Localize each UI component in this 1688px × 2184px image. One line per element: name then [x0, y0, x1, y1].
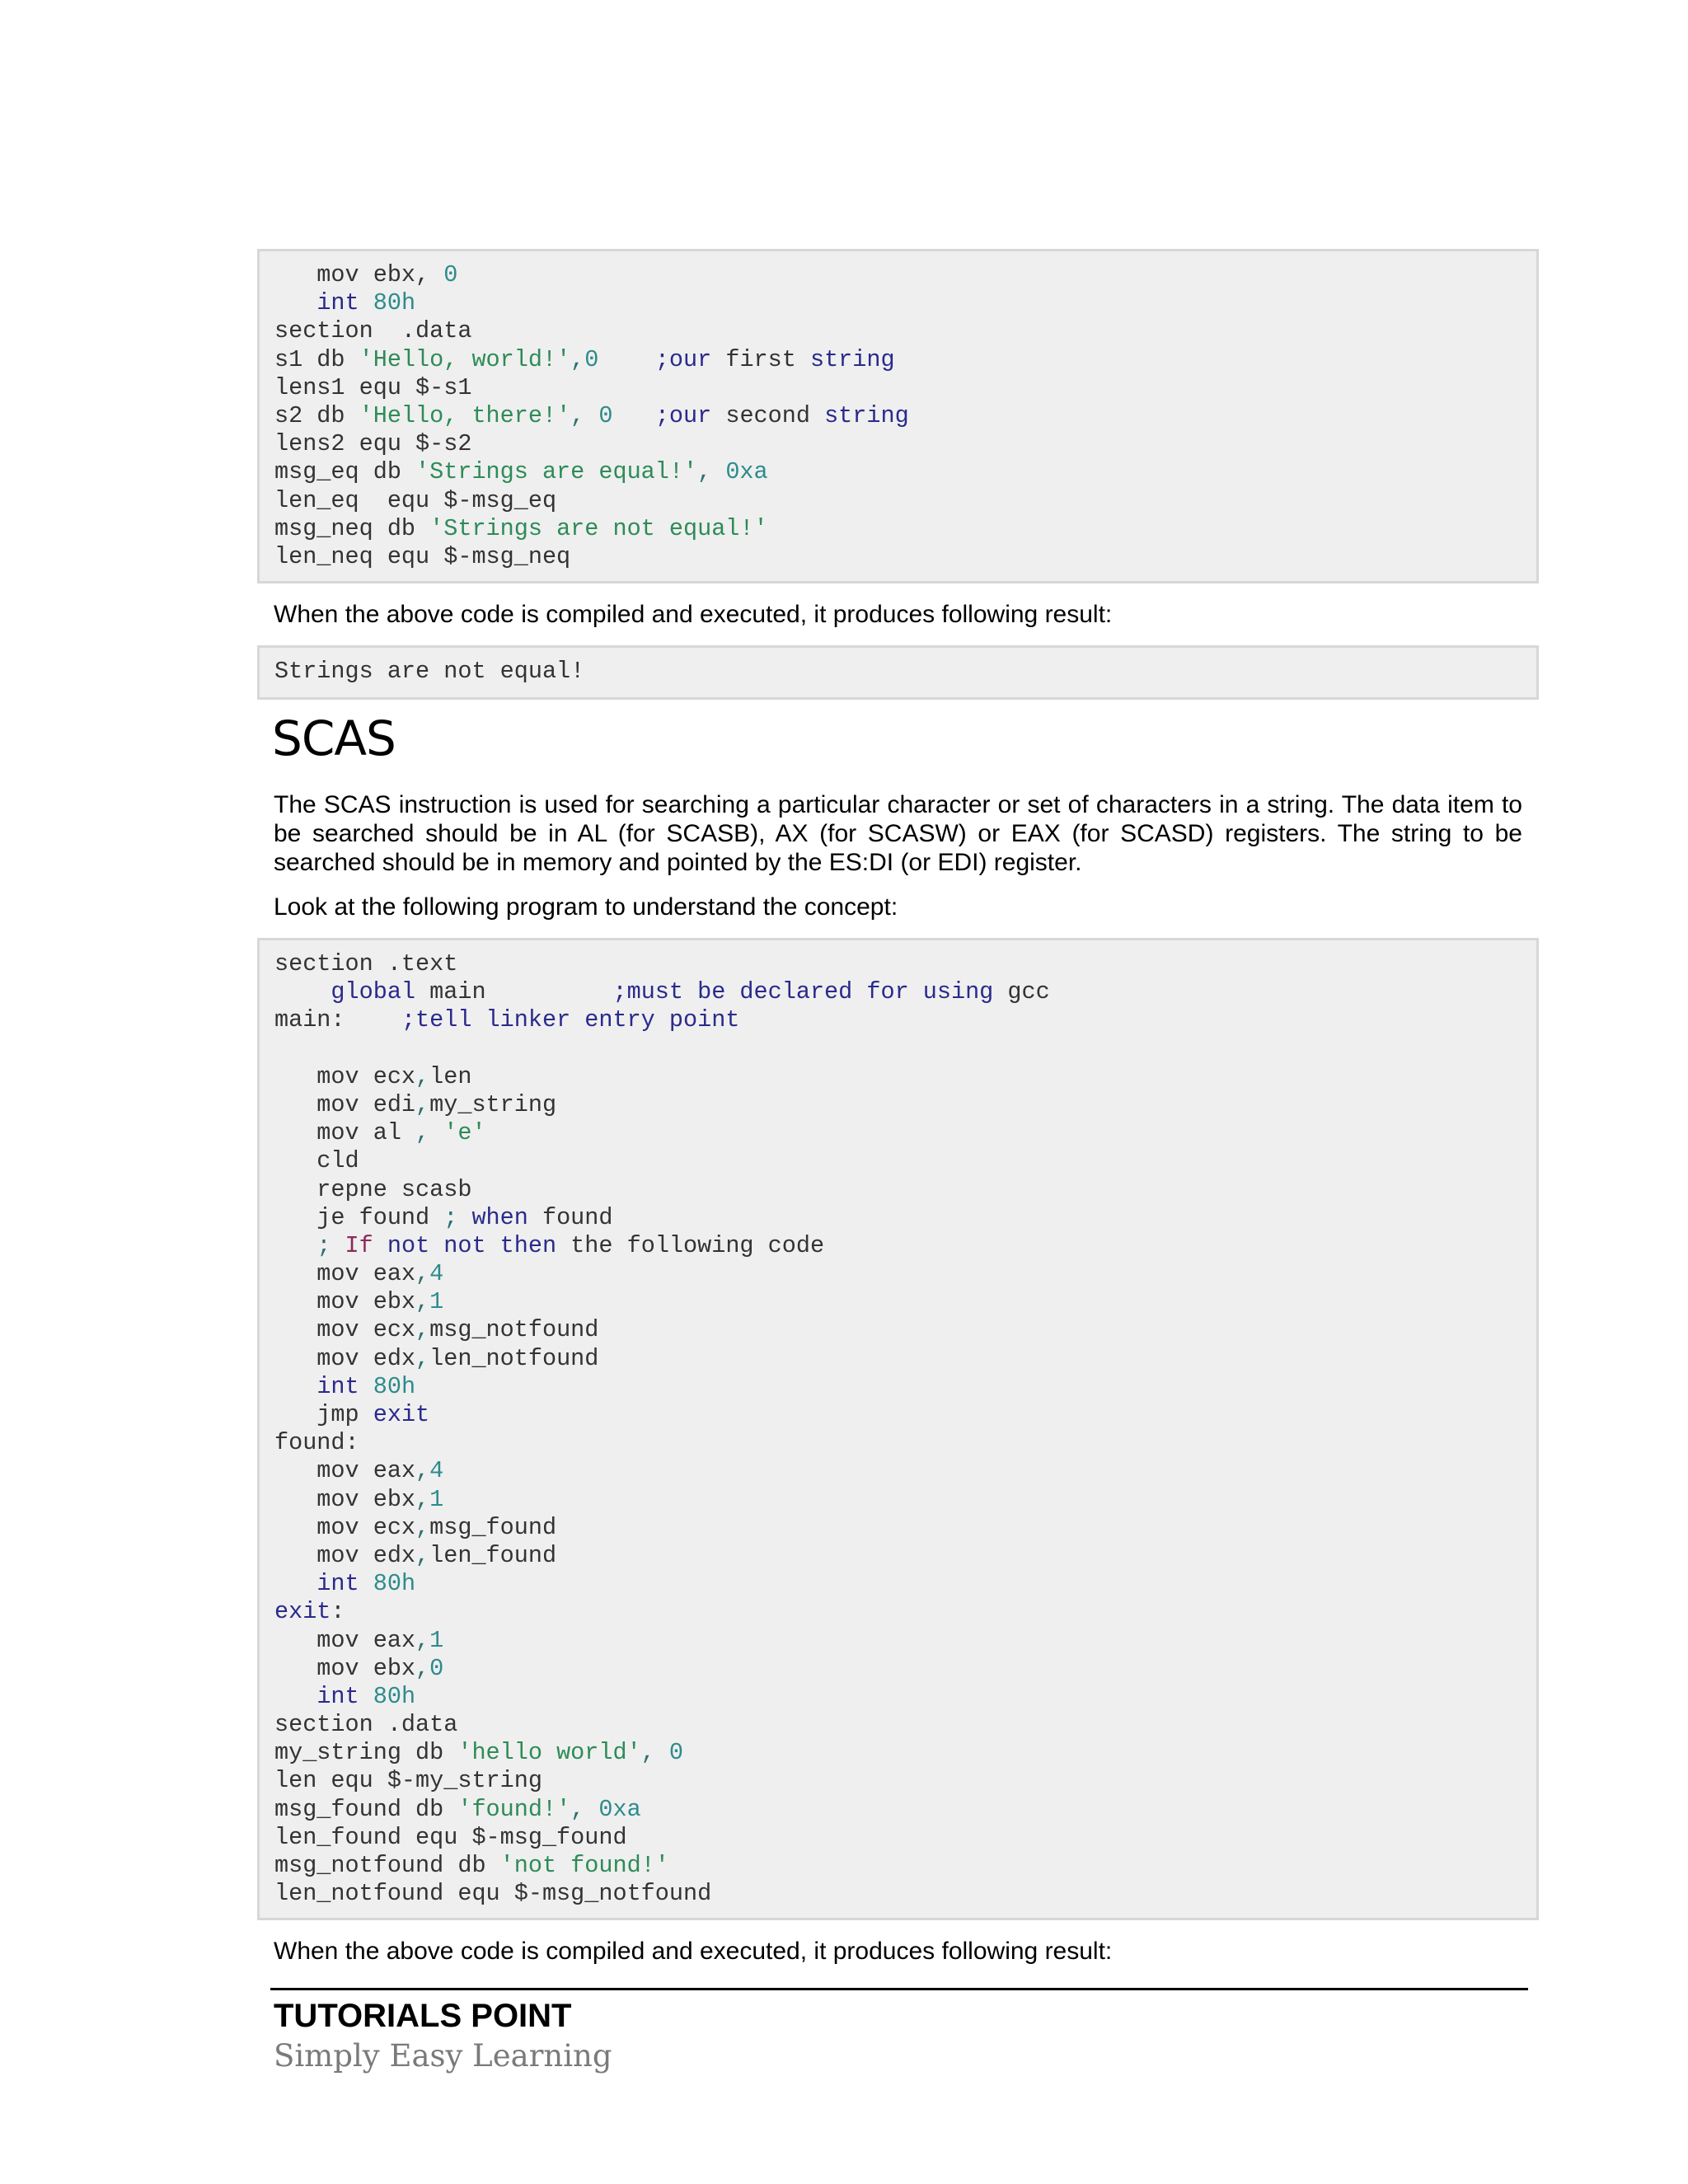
code-token [359, 1373, 373, 1400]
result-intro-text: When the above code is compiled and executed, it produces following result: [274, 601, 1113, 628]
code-token [274, 289, 316, 316]
code-line [274, 1232, 1536, 1260]
code-token: mov ebx [274, 1288, 416, 1316]
code-token: ;must be declared [612, 978, 867, 1006]
code-token: not not then [387, 1231, 557, 1259]
code-line [274, 1880, 1536, 1908]
code-line [274, 1824, 1536, 1852]
code-line [274, 430, 1536, 458]
code-token: len_neq equ $-msg_neq [274, 542, 571, 570]
code-token: 'hello world' [457, 1739, 641, 1767]
code-token: gcc [993, 978, 1050, 1006]
code-line [274, 1683, 1536, 1711]
code-token: string [809, 345, 895, 373]
code-line [274, 978, 1536, 1006]
code-token: section .text [274, 950, 458, 977]
code-token: , [415, 1316, 430, 1344]
code-token: 80h [373, 1682, 416, 1710]
code-token: len_found [429, 1541, 557, 1569]
code-line [274, 1176, 1536, 1204]
code-token: string [824, 401, 909, 429]
code-token: , [415, 1344, 430, 1372]
code-token: len_notfound equ $-msg_notfound [274, 1880, 712, 1908]
code-line [274, 317, 1536, 345]
code-token: 'Hello, there!' [359, 401, 571, 429]
code-token: , [415, 1119, 444, 1147]
code-line [274, 1852, 1536, 1880]
code-line [274, 458, 1536, 486]
code-token: 0 [429, 1654, 444, 1682]
code-line [274, 289, 1536, 317]
code-token: the following code [556, 1231, 825, 1259]
code-token: ;our [654, 345, 712, 373]
code-token: len equ $-my_string [274, 1767, 542, 1795]
code-token: first [711, 345, 810, 373]
code-token: mov eax [274, 1260, 416, 1288]
code-token: mov ecx [274, 1513, 416, 1541]
code-token: , [415, 1288, 430, 1316]
code-token: ;tell linker entry point [401, 1006, 740, 1034]
code-token [373, 1232, 387, 1259]
code-token: 0 [584, 345, 599, 373]
code-line [274, 515, 1536, 543]
code-token: len_notfound [429, 1344, 599, 1372]
code-token: 'not found!' [499, 1852, 669, 1879]
code-line [274, 950, 1536, 978]
code-token: repne scasb [274, 1175, 472, 1203]
code-token: 'Strings are equal!' [415, 458, 698, 486]
code-token [274, 1232, 316, 1259]
code-line [274, 402, 1536, 430]
code-token: 0xa [725, 458, 768, 486]
code-token: found: [274, 1429, 359, 1457]
code-line [274, 1260, 1536, 1288]
code-line [274, 1486, 1536, 1514]
code-line [274, 543, 1536, 571]
code-token: second [711, 401, 825, 429]
code-line [274, 658, 1536, 686]
code-line [274, 1288, 1536, 1316]
code-token: , [415, 1457, 430, 1485]
code-token: , [415, 1485, 430, 1513]
code-token: 1 [429, 1485, 444, 1513]
code-token: , [415, 1541, 430, 1569]
code-line [274, 1457, 1536, 1485]
code-token: , [415, 1513, 430, 1541]
code-token: mov al [274, 1119, 416, 1147]
code-token: main [415, 978, 613, 1006]
code-token: ;our [654, 401, 712, 429]
code-token: 0 [668, 1739, 684, 1767]
code-token: , [415, 1654, 430, 1682]
code-token: global [331, 978, 416, 1006]
code-token: 1 [429, 1626, 444, 1654]
code-token [359, 1570, 373, 1597]
code-token: my_string db [274, 1739, 458, 1767]
code-line [274, 1570, 1536, 1598]
code-token: , [640, 1739, 669, 1767]
code-token: , [415, 1260, 430, 1288]
code-line [274, 1711, 1536, 1739]
code-token: s1 db [274, 345, 359, 373]
code-token: 'found!' [457, 1795, 571, 1823]
code-token [274, 1683, 316, 1710]
code-token: msg_notfound db [274, 1852, 500, 1879]
code-token: 4 [429, 1260, 444, 1288]
code-token: len [429, 1062, 472, 1090]
code-line [274, 1035, 1536, 1063]
code-token: msg_found db [274, 1795, 458, 1823]
code-token: exit [274, 1598, 331, 1626]
code-token: mov eax [274, 1457, 416, 1485]
code-line [274, 1429, 1536, 1457]
code-token: lens1 equ $-s1 [274, 373, 472, 401]
code-token: msg_eq db [274, 458, 416, 486]
code-token: s2 db [274, 401, 359, 429]
code-token: section .data [274, 317, 472, 345]
code-token: 4 [429, 1457, 444, 1485]
code-token: mov ebx [274, 1485, 416, 1513]
code-line [274, 1796, 1536, 1824]
code-token: 0 [443, 261, 458, 288]
code-token: mov ebx, [274, 261, 444, 288]
code-token: , [570, 1795, 599, 1823]
code-token: when [471, 1203, 528, 1231]
code-token: If [345, 1231, 373, 1259]
code-token: , [415, 1090, 430, 1118]
scas-description: The SCAS instruction is used for searching a particular character or set of characters in a string. The data item to be searched should be in AL (for SCASB), AX (for SCASW) or EAX (for SCASD) registers. The string to be searched should be in memory and pointed by the ES:DI (or EDI) register. [274, 791, 1522, 876]
code-token: for using [866, 978, 994, 1006]
code-token: cld [274, 1147, 359, 1175]
code-token: 'Hello, world!' [359, 345, 571, 373]
code-line [274, 1119, 1536, 1147]
code-line [274, 346, 1536, 374]
code-line [274, 261, 1536, 289]
code-token: int [316, 289, 359, 317]
code-token: lens2 equ $-s2 [274, 430, 472, 458]
code-token: exit [373, 1401, 430, 1428]
code-token: , [570, 401, 599, 429]
code-token [274, 978, 331, 1005]
code-line [274, 1091, 1536, 1119]
code-line [274, 1147, 1536, 1175]
output-block [257, 645, 1539, 700]
code-token: mov ecx [274, 1062, 416, 1090]
code-token: len_eq equ $-msg_eq [274, 486, 557, 514]
code-line [274, 1767, 1536, 1795]
code-token: , [415, 1626, 430, 1654]
code-line [274, 1006, 1536, 1034]
code-line [274, 1316, 1536, 1344]
code-token: ; [443, 1203, 472, 1231]
code-token: 0 [598, 401, 613, 429]
code-token: main: [274, 1006, 401, 1034]
code-token: 80h [373, 289, 416, 317]
code-token [274, 1570, 316, 1597]
footer-brand: TUTORIALS POINT [274, 1998, 572, 2034]
code-line [274, 1345, 1536, 1373]
code-token: int [316, 1372, 359, 1400]
code-token: int [316, 1570, 359, 1598]
code-line [274, 1655, 1536, 1683]
code-token [274, 1373, 316, 1400]
code-token: ; [316, 1231, 345, 1259]
code-token: 'Strings are not equal!' [429, 514, 768, 542]
code-token: msg_notfound [429, 1316, 599, 1344]
code-line [274, 1063, 1536, 1091]
code-token: 80h [373, 1372, 416, 1400]
code-line [274, 1598, 1536, 1626]
code-token: , [697, 458, 726, 486]
code-line [274, 1204, 1536, 1232]
code-line [274, 487, 1536, 515]
code-token: , [415, 1062, 430, 1090]
code-line [274, 1739, 1536, 1767]
code-token: mov edi [274, 1090, 416, 1118]
code-token [359, 289, 373, 316]
code-line [274, 374, 1536, 402]
code-token: mov edx [274, 1541, 416, 1569]
code-token: jmp [274, 1401, 373, 1428]
code-token: 80h [373, 1570, 416, 1598]
code-token: je found [274, 1203, 444, 1231]
code-line [274, 1627, 1536, 1655]
code-token: mov edx [274, 1344, 416, 1372]
code-token: msg_neq db [274, 514, 430, 542]
code-token: int [316, 1682, 359, 1710]
code-line [274, 1542, 1536, 1570]
code-token: mov eax [274, 1626, 416, 1654]
code-block [257, 938, 1539, 1920]
code-token: Strings are not equal! [274, 658, 585, 685]
code-token: : [331, 1598, 345, 1626]
code-token: mov ebx [274, 1654, 416, 1682]
code-token: my_string [429, 1090, 557, 1118]
code-token: len_found equ $-msg_found [274, 1823, 627, 1851]
code-token: mov ecx [274, 1316, 416, 1344]
footer-tagline: Simply Easy Learning [274, 2038, 612, 2074]
result-intro-text: When the above code is compiled and executed, it produces following result: [274, 1938, 1113, 1965]
code-line [274, 1373, 1536, 1401]
code-token [598, 346, 654, 373]
code-token: 0xa [598, 1795, 641, 1823]
code-token: section .data [274, 1711, 458, 1739]
code-line [274, 1401, 1536, 1429]
code-token [613, 402, 655, 429]
code-token: 'e' [443, 1119, 486, 1147]
footer-divider [270, 1988, 1528, 1990]
code-token: 1 [429, 1288, 444, 1316]
code-block [257, 249, 1539, 583]
code-token: found [528, 1203, 613, 1231]
code-line [274, 1514, 1536, 1542]
code-token [359, 1683, 373, 1710]
code-token: msg_found [429, 1513, 557, 1541]
section-heading: SCAS [272, 710, 396, 766]
code-token: , [570, 345, 585, 373]
look-intro-text: Look at the following program to understand the concept: [274, 893, 898, 921]
